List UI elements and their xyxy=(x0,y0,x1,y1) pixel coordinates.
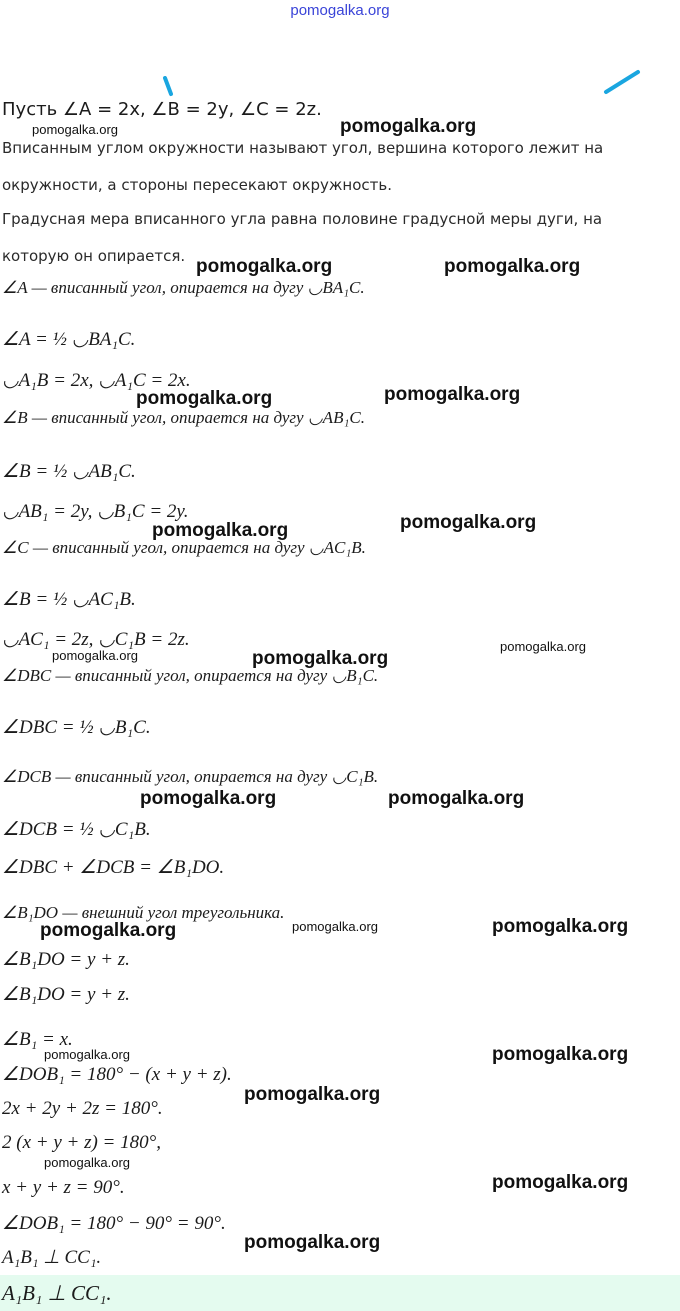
site-header-link[interactable]: pomogalka.org xyxy=(290,2,390,19)
line-l14: ∠DCB = ½ ◡C₁B. xyxy=(2,819,151,840)
watermark: pomogalka.org xyxy=(388,788,525,809)
watermark: pomogalka.org xyxy=(292,919,378,934)
line-l07: ◡AB₁ = 2y, ◡B₁C = 2y. xyxy=(2,501,189,522)
line-l15: ∠DBC + ∠DCB = ∠B₁DO. xyxy=(2,857,225,878)
watermark: pomogalka.org xyxy=(244,1232,381,1253)
decor-stroke-right xyxy=(600,66,644,96)
line-l13: ∠DCB — вписанный угол, опирается на дугу ◡C₁B. xyxy=(2,767,379,786)
watermark: pomogalka.org xyxy=(152,520,289,541)
watermark: pomogalka.org xyxy=(492,916,629,937)
answer-box xyxy=(0,1275,680,1311)
line-l24: ∠DOB₁ = 180° − 90° = 90°. xyxy=(2,1213,226,1234)
watermark: pomogalka.org xyxy=(136,388,273,409)
watermark: pomogalka.org xyxy=(52,648,138,663)
line-l08: ∠C — вписанный угол, опирается на дугу ◡AC₁B. xyxy=(2,538,366,557)
watermark: pomogalka.org xyxy=(40,920,177,941)
line-l20: ∠DOB₁ = 180° − (x + y + z). xyxy=(2,1064,232,1085)
line-l22: 2 (x + y + z) = 180°, xyxy=(2,1132,161,1153)
line-l23: x + y + z = 90°. xyxy=(2,1177,125,1198)
watermark: pomogalka.org xyxy=(196,256,333,277)
decor-stroke-left xyxy=(160,76,176,98)
line-l05: ∠B — вписанный угол, опирается на дугу ◡AB₁C. xyxy=(2,408,365,427)
watermark: pomogalka.org xyxy=(400,512,537,533)
watermark: pomogalka.org xyxy=(252,648,389,669)
watermark: pomogalka.org xyxy=(244,1084,381,1105)
answer-text: A₁B₁ ⊥ CC₁. xyxy=(2,1281,112,1305)
line-l11: ∠DBC — вписанный угол, опирается на дугу ◡B₁C. xyxy=(2,666,379,685)
line-l10: ◡AC₁ = 2z, ◡C₁B = 2z. xyxy=(2,629,190,650)
line-l17: ∠B₁DO = y + z. xyxy=(2,949,130,970)
line-l09: ∠B = ½ ◡AC₁B. xyxy=(2,589,136,610)
line-l25: A₁B₁ ⊥ CC₁. xyxy=(2,1247,102,1268)
line-l01: Пусть ∠A = 2x, ∠B = 2y, ∠C = 2z. xyxy=(2,99,322,120)
watermark: pomogalka.org xyxy=(140,788,277,809)
line-l18: ∠B₁DO = y + z. xyxy=(2,984,130,1005)
watermark: pomogalka.org xyxy=(492,1172,629,1193)
line-l12: ∠DBC = ½ ◡B₁C. xyxy=(2,717,151,738)
watermark: pomogalka.org xyxy=(500,639,586,654)
paragraph-property: Градусная мера вписанного угла равна половине градусной меры дуги, на которую он опирается. xyxy=(2,210,603,265)
watermark: pomogalka.org xyxy=(340,116,477,137)
watermark: pomogalka.org xyxy=(44,1047,130,1062)
watermark: pomogalka.org xyxy=(384,384,521,405)
line-l06: ∠B = ½ ◡AB₁C. xyxy=(2,461,136,482)
watermark: pomogalka.org xyxy=(444,256,581,277)
line-l04: ◡A₁B = 2x, ◡A₁C = 2x. xyxy=(2,370,191,391)
line-l19: ∠B₁ = x. xyxy=(2,1029,73,1050)
line-l02: ∠A — вписанный угол, опирается на дугу ◡BA₁C. xyxy=(2,278,365,297)
line-l21: 2x + 2y + 2z = 180°. xyxy=(2,1098,163,1119)
watermark: pomogalka.org xyxy=(44,1155,130,1170)
watermark: pomogalka.org xyxy=(492,1044,629,1065)
paragraph-definition: Вписанным углом окружности называют угол, вершина которого лежит на окружности, а стороны пересекают окружность. xyxy=(2,139,604,194)
line-l03: ∠A = ½ ◡BA₁C. xyxy=(2,329,136,350)
line-l16: ∠B₁DO — внешний угол треугольника. xyxy=(2,903,285,922)
watermark: pomogalka.org xyxy=(32,122,118,137)
